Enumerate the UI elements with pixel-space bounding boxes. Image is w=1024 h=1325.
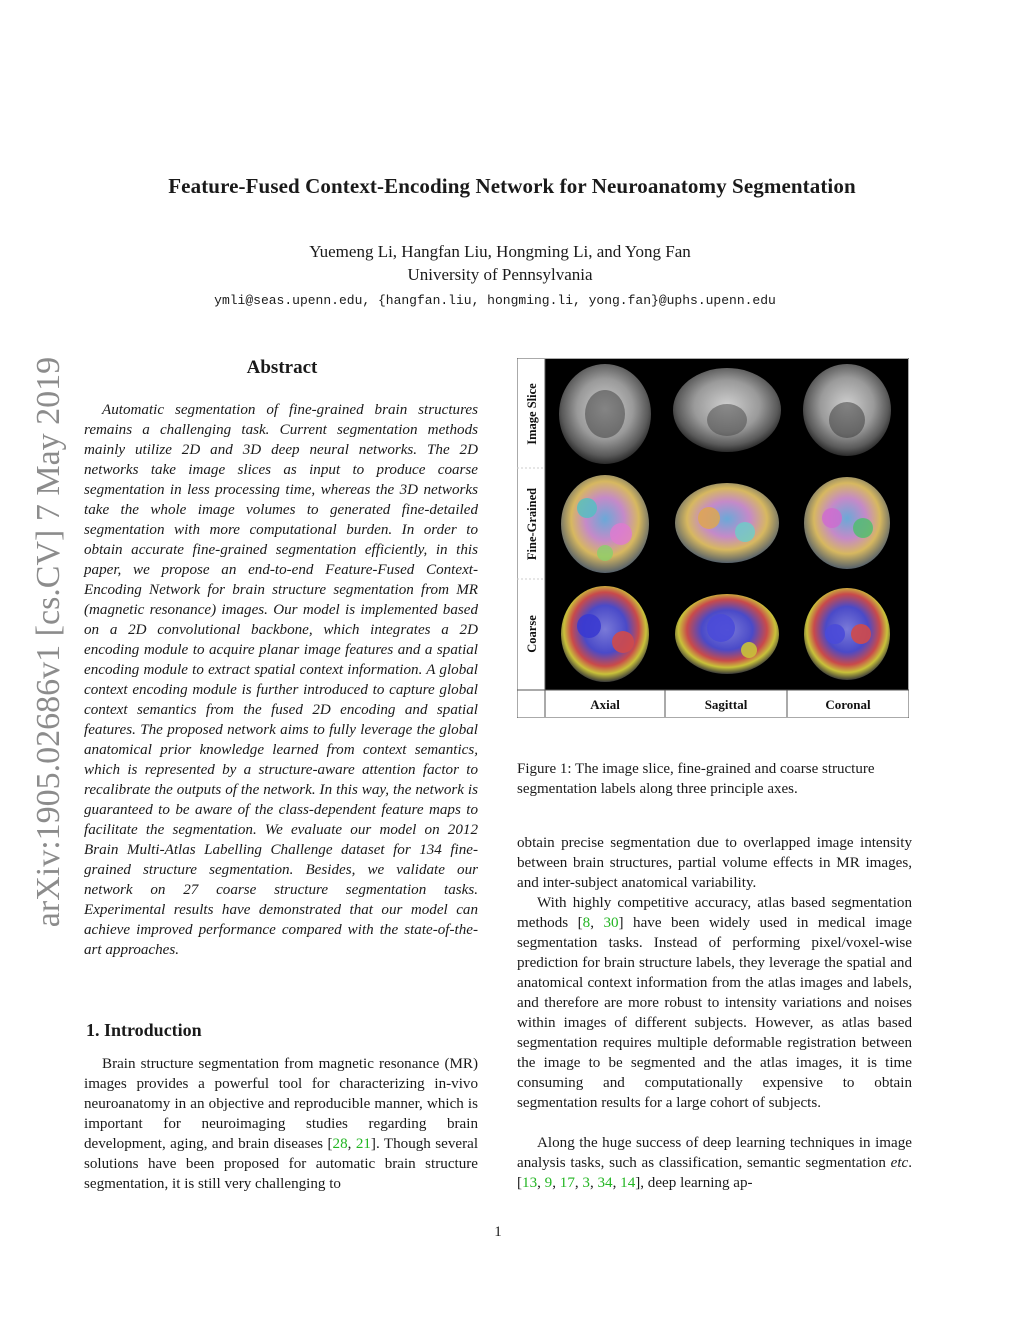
fine-grained-sagittal — [675, 483, 779, 563]
right-paragraph-3: Along the huge success of deep learning techniques in image analysis tasks, such as classification, semantic segmentation etc. [13, 9, 17, 3, 34, 14], deep learning ap- — [517, 1135, 912, 1191]
figure-caption: Figure 1: The image slice, fine-grained and coarse structure segmentation labels along three principle axes. — [517, 761, 875, 797]
col-label-sagittal: Sagittal — [704, 697, 748, 712]
row-label-fine-grained: Fine-Grained — [525, 487, 539, 561]
citation-link[interactable]: 13 — [522, 1175, 538, 1191]
fine-grained-axial — [561, 475, 649, 573]
arxiv-stamp — [24, 352, 67, 932]
citation-link[interactable]: 34 — [597, 1175, 613, 1191]
paper-title: Feature-Fused Context-Encoding Network for Neuroanatomy Segmentation — [168, 174, 856, 198]
image-slice-axial — [559, 364, 651, 464]
citation-link[interactable]: 9 — [544, 1175, 553, 1191]
coarse-axial — [561, 586, 649, 682]
figure-1 — [517, 358, 909, 718]
author-list: Yuemeng Li, Hangfan Liu, Hongming Li, and Yong Fan — [309, 242, 691, 261]
right-paragraph-2: With highly competitive accuracy, atlas based segmentation methods [8, 30] have been widely used in medical image segmentation tasks. Instead of performing pixel/voxel-wise prediction for brain structure labels, they leverage the spatial and anatomical context information from the atlas images and labels, and therefore are more robust to intensity variations and noises within images of different subjects. However, as atlas based segmentation requires multiple deformable registration between the image to be segmented and the atlas images, it is time consuming and computationally expensive to obtain segmentation results for a large cohort of subjects. — [517, 895, 912, 1111]
right-paragraph-1: obtain precise segmentation due to overlapped image intensity between brain structures, partial volume effects in MR images, and inter-subject anatomical variability. — [517, 835, 912, 891]
citation-link[interactable]: 30 — [603, 915, 619, 931]
citation-link[interactable]: 3 — [582, 1175, 590, 1191]
citation-link[interactable]: 14 — [620, 1175, 636, 1191]
intro-heading: 1. Introduction — [86, 1020, 202, 1040]
intro-paragraph: Brain structure segmentation from magnetic resonance (MR) images provides a powerful tool for characterizing in-vivo neuroanatomy in an objective and reproducible manner, which is important for neuroimaging studies regarding brain development, aging, and brain diseases [28, 21]. Though several solutions have been proposed for automatic brain structure segmentation, it is still very challenging to — [84, 1056, 479, 1192]
citation-link[interactable]: 8 — [582, 915, 591, 931]
image-slice-coronal — [803, 364, 891, 456]
image-slice-sagittal — [673, 368, 781, 452]
citation-link[interactable]: 28 — [332, 1136, 348, 1152]
row-label-coarse: Coarse — [525, 615, 539, 653]
row-label-image-slice: Image Slice — [525, 383, 539, 445]
arxiv-stamp-text: arXiv:1905.02686v1 [cs.CV] 7 May 2019 — [30, 356, 67, 928]
citation-link[interactable]: 17 — [559, 1175, 575, 1191]
col-label-coronal: Coronal — [825, 697, 871, 712]
author-emails: ymli@seas.upenn.edu, {hangfan.liu, hongming.li, yong.fan}@uphs.upenn.edu — [214, 293, 776, 308]
coarse-coronal — [804, 588, 890, 680]
coarse-sagittal — [675, 594, 779, 674]
fine-grained-coronal — [804, 477, 890, 569]
col-label-axial: Axial — [590, 697, 620, 712]
citation-link[interactable]: 21 — [355, 1136, 371, 1152]
page-number: 1 — [494, 1224, 502, 1240]
figure-1-graphic — [517, 358, 909, 718]
abstract-heading: Abstract — [246, 357, 318, 378]
affiliation: University of Pennsylvania — [407, 265, 593, 284]
abstract-body: Automatic segmentation of fine-grained brain structures remains a challenging task. Current segmentation methods mainly utilize 2D and 3D deep neural networks. The 2D networks take image slices as input to produce coarse segmentation in less processing time, whereas the 3D networks take the whole image volumes to generated fine-detailed segmentation with more computational burden. In order to obtain accurate fine-grained segmentation efficiently, in this paper, we propose an end-to-end Feature-Fused Context-Encoding Network for brain structure segmentation from MR (magnetic resonance) images. Our model is implemented based on a 2D convolutional backbone, which integrates a 2D encoding module to acquire planar image features and a spatial encoding module to extract spatial context information. A global context encoding module is further introduced to capture global context semantics from the fused 2D encoding and spatial features. The proposed network aims to fully leverage the global anatomical prior knowledge learned from context semantics, which is represented by a structure-aware attention factor to recalibrate the outputs of the network. In this way, the network is guaranteed to be aware of the class-dependent feature maps to facilitate the segmentation. We evaluate our model on 2012 Brain Multi-Atlas Labelling Challenge dataset for 134 fine-grained structure segmentation. Besides, we validate our network on 27 coarse structure segmentation tasks. Experimental results have demonstrated that our model can achieve improved performance compared with the state-of-the-art approaches. — [84, 402, 478, 958]
